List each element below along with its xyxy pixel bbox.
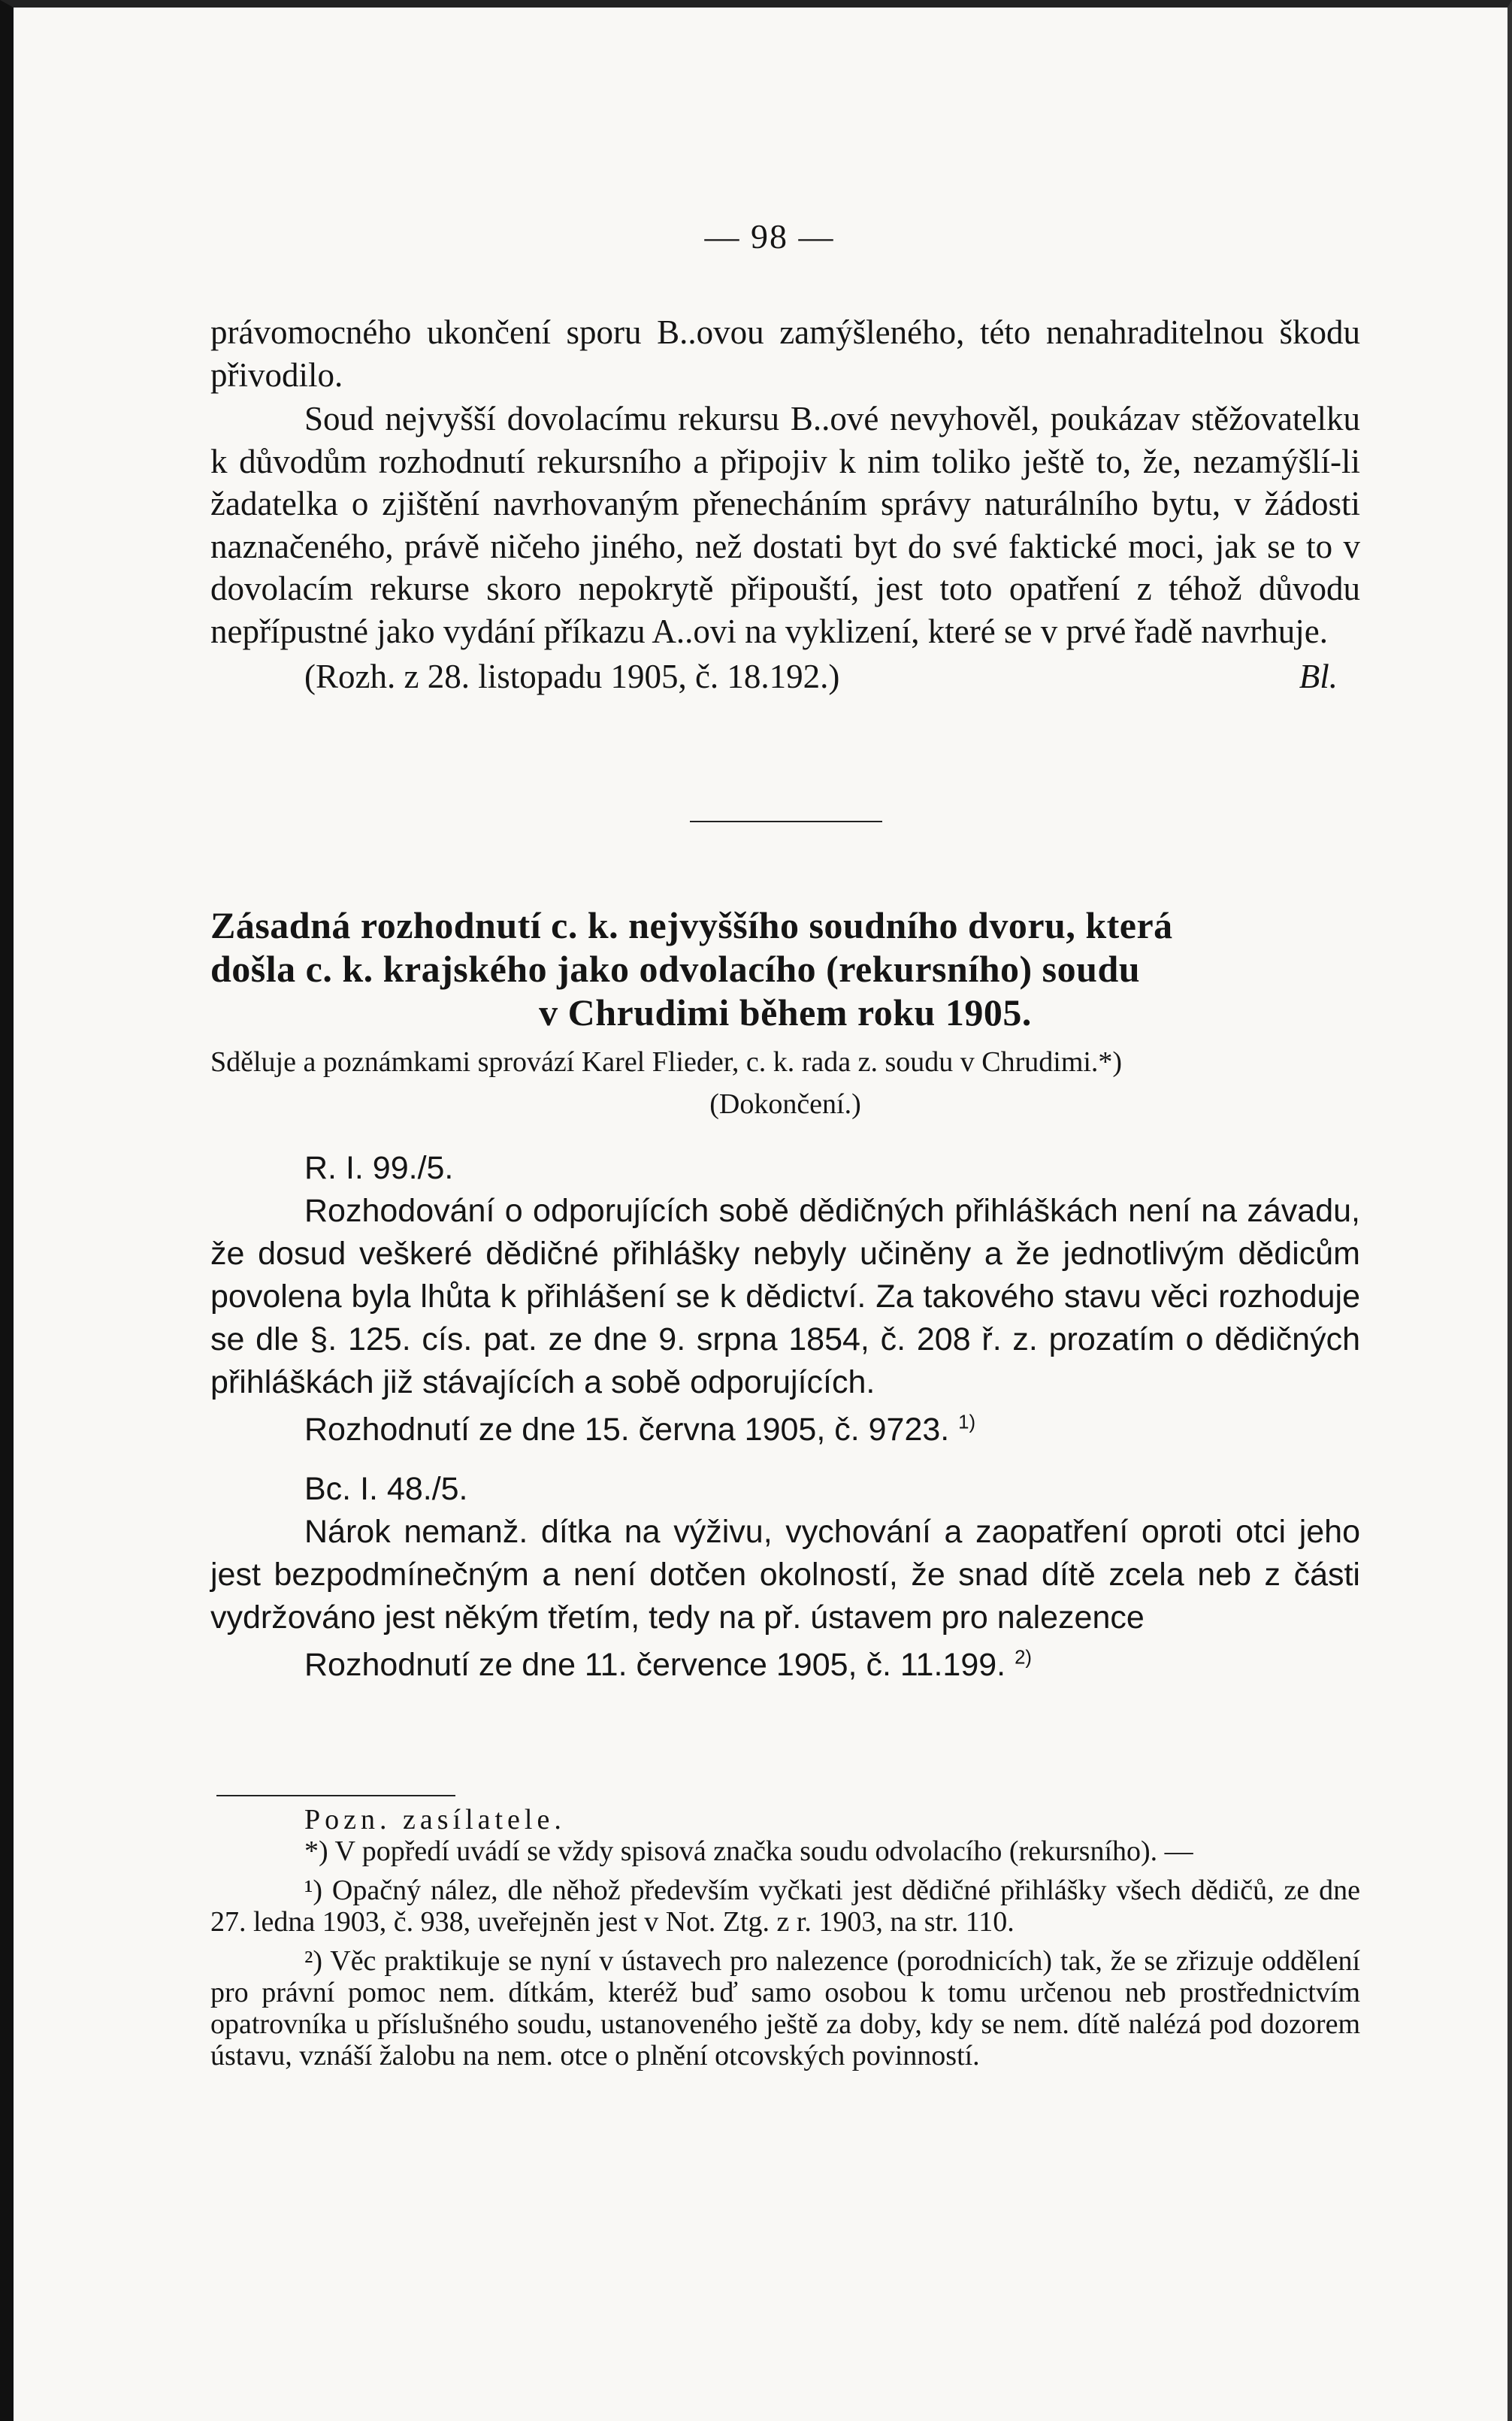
case-2-note-ref: 2) [1015, 1647, 1033, 1669]
citation-text: (Rozh. z 28. listopadu 1905, č. 18.192.) [304, 658, 840, 695]
section-divider [690, 821, 882, 822]
footnote-2: ²) Věc praktikuje se nyní v ústavech pro nalezence (porodnicích) tak, že se zřizuje oddělení pro právní pomoc nem. dítkám, kteréž buď samo osobou k tomu určenou neb prostřednictvím opatrovníka u příslušného soudu, ustanoveného ještě za doby, kdy se nem. dítě nalézá pod dozorem ústavu, vznáší žalobu na nem. otce o plnění otcovských povinností. [210, 1945, 1360, 2071]
cases-block [210, 1144, 1360, 1687]
footnote-1: ¹) Opačný nález, dle něhož především vyčkati jest dědičné přihlášky všech dědičů, ze dne 27. ledna 1903, č. 938, uveřejněn jest v Not. Ztg. z r. 1903, na str. 110. [210, 1875, 1360, 1938]
signature-initials: Bl. [1299, 658, 1338, 695]
footnote-star: *) V popředí uvádí se vždy spisová značka soudu odvolacího (rekursního). — [304, 1835, 1193, 1867]
case-2-id: Bc. I. 48./5. [304, 1471, 468, 1507]
heading-line-2: došla c. k. krajského jako odvolacího (rekursního) soudu [210, 948, 1141, 990]
footnotes-block [210, 1804, 1360, 2071]
paragraph-continuation: právomocného ukončení sporu B..ovou zamýšleného, této nenahraditelnou škodu přivodilo. [210, 313, 1360, 394]
case-2-text: Nárok nemanž. dítka na výživu, vychování a zaopatření oproti otci jeho jest bezpodmínečným a není dotčen okolností, že snad dítě zcela neb z části vydržováno jest někým třetím, tedy na př. ústavem pro nalezence [210, 1514, 1360, 1636]
case-1-decision [210, 1409, 1360, 1451]
footnote-label: Pozn. zasílatele. [304, 1804, 566, 1835]
continuation-block [210, 311, 1360, 698]
paragraph-supreme-court: Soud nejvyšší dovolacímu rekursu B..ové nevyhověl, poukázav stěžovatelku k důvodům rozhodnutí rekursního a připojiv k nim toliko ještě to, že, nezamýšlí-li žadatelka o zjištění navrhovaným přenecháním správy naturálního bytu, v žádosti naznačeného, právě ničeho jiného, než dostati byt do své faktické moci, jak se to v dovolacím rekurse skoro nepokrytě připouští, jest toto opatření z téhož důvodu nepřípustné jako vydání příkazu A..ovi na vyklizení, které se v prvé řadě navrhuje. [210, 400, 1360, 650]
section-block [210, 903, 1360, 1123]
case-1-text: Rozhodování o odporujících sobě dědičných přihláškách není na závadu, že dosud veškeré dědičné přihlášky nebyly učiněny a že jednotlivým dědicům povolena byla lhůta k přihlášení se k dědictví. Za takového stavu věci rozhoduje se dle §. 125. cís. pat. ze dne 9. srpna 1854, č. 208 ř. z. prozatím o dědičných přihláškách již stávajících a sobě odporujících. [210, 1193, 1360, 1400]
byline: Sděluje a poznámkami sprovází Karel Flieder, c. k. rada z. soudu v Chrudimi.*) [210, 1046, 1123, 1078]
case-1-decision-text: Rozhodnutí ze dne 15. června 1905, č. 9723. [304, 1412, 950, 1448]
heading-line-1: Zásadná rozhodnutí c. k. nejvyššího soudního dvoru, která [210, 904, 1173, 946]
case-2-decision [210, 1644, 1360, 1687]
case-1-note-ref: 1) [958, 1412, 976, 1433]
continuation-status: (Dokončení.) [709, 1088, 861, 1120]
citation-line [210, 655, 1360, 698]
page-number: — 98 — [704, 217, 835, 256]
footnote-divider [216, 1795, 455, 1796]
heading-line-3: v Chrudimi během roku 1905. [539, 991, 1032, 1033]
case-2-decision-text: Rozhodnutí ze dne 11. července 1905, č. 11.199. [304, 1647, 1006, 1683]
case-1-id: R. I. 99./5. [304, 1150, 454, 1186]
